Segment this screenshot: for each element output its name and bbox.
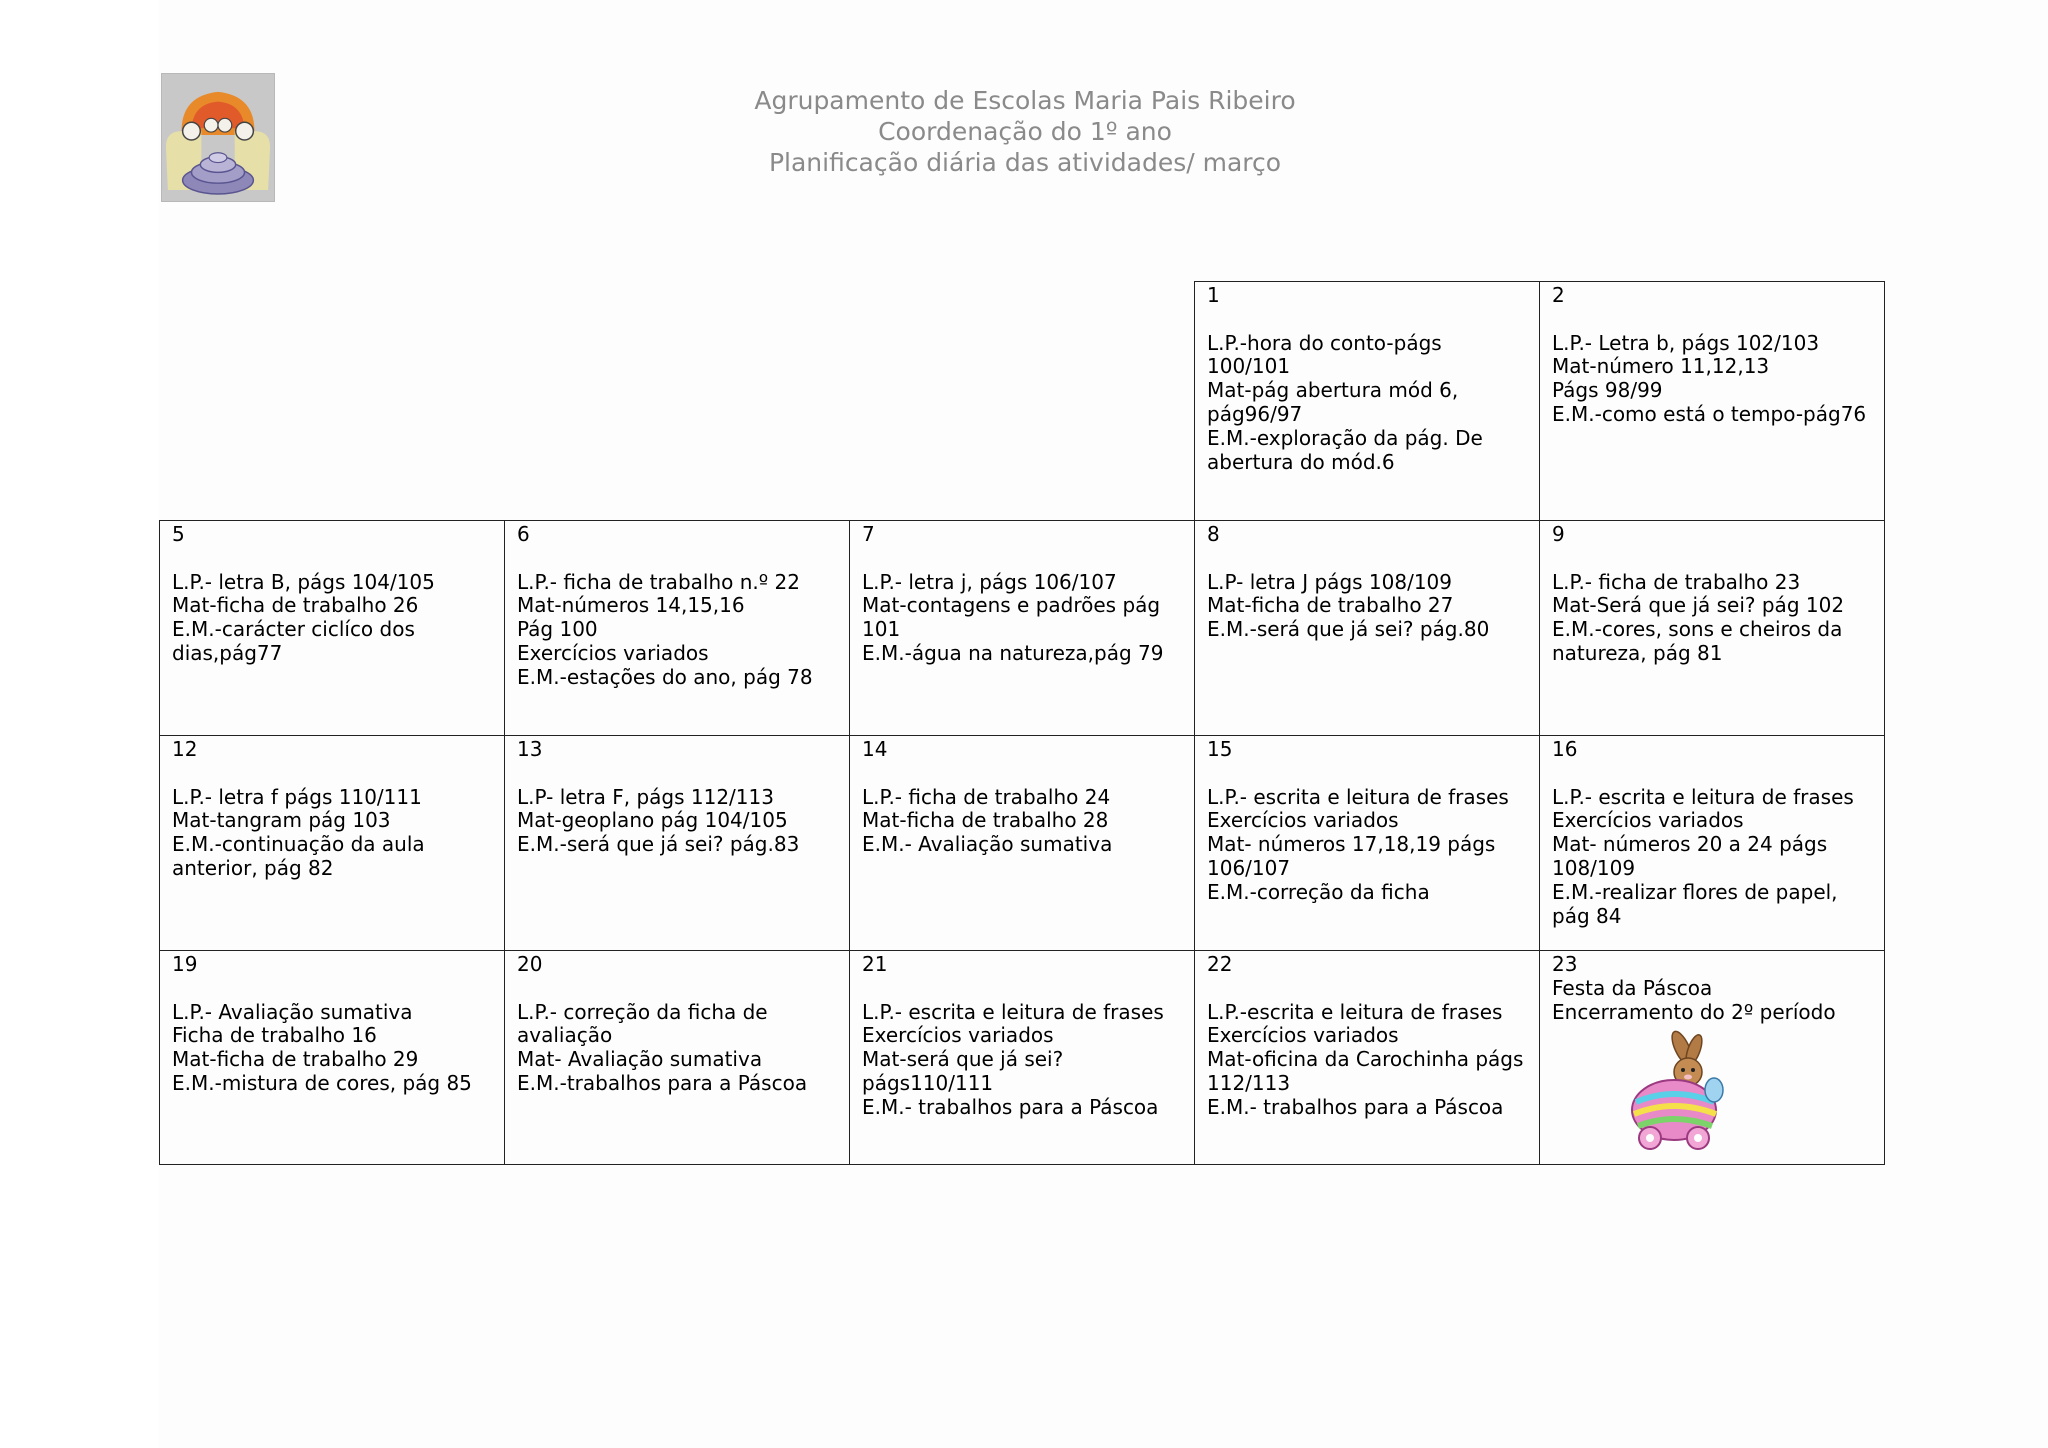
activity-line: 108/109 [1552, 855, 1636, 880]
empty-cell [850, 282, 1195, 521]
activity-line: Págs 98/99 [1552, 378, 1663, 403]
activity-line: L.P.-escrita e leitura de frases [1207, 999, 1503, 1024]
activity-line: pág96/97 [1207, 401, 1303, 426]
activity-line: L.P.- Avaliação sumativa [172, 999, 413, 1024]
activity-line: L.P.- escrita e leitura de frases [1552, 784, 1854, 809]
empty-cell [505, 282, 850, 521]
activity-line: Encerramento do 2º período [1552, 999, 1836, 1024]
activity-line: L.P.- ficha de trabalho 24 [862, 784, 1111, 809]
calendar-day-cell [160, 951, 505, 1165]
day-number: 13 [517, 737, 543, 761]
activity-line: E.M.-será que já sei? pág.83 [517, 832, 800, 857]
school-logo-icon [161, 73, 275, 202]
activity-line: L.P.- letra j, págs 106/107 [862, 569, 1117, 594]
activity-line: L.P.- escrita e leitura de frases [1207, 784, 1509, 809]
activity-line: L.P.- letra B, págs 104/105 [172, 569, 435, 594]
activity-line: E.M.-carácter ciclíco dos [172, 617, 415, 642]
activity-line: Mat-geoplano pág 104/105 [517, 808, 788, 833]
planning-title: Planificação diária das atividades/ março [768, 148, 1282, 177]
activity-line: Mat- números 20 a 24 págs [1552, 832, 1828, 857]
activity-line: Mat-Será que já sei? pág 102 [1552, 593, 1845, 618]
activity-line: Exercícios variados [862, 1023, 1054, 1048]
day-number: 21 [862, 952, 888, 976]
activity-line: Mat- Avaliação sumativa [517, 1047, 763, 1072]
activity-line: E.M.-trabalhos para a Páscoa [517, 1070, 808, 1095]
activity-line: L.P.- escrita e leitura de frases [862, 999, 1164, 1024]
activity-line: abertura do mód.6 [1207, 449, 1395, 474]
calendar-day-cell [505, 951, 850, 1165]
calendar-day-cell [1195, 736, 1540, 951]
activity-line: Exercícios variados [1207, 1023, 1399, 1048]
school-name: Agrupamento de Escolas Maria Pais Ribeiro [754, 86, 1296, 115]
activity-line: Ficha de trabalho 16 [172, 1023, 377, 1048]
activity-line: E.M.- Avaliação sumativa [862, 832, 1113, 857]
calendar-day-cell [1540, 951, 1885, 1165]
activity-line: E.M.-exploração da pág. De [1207, 425, 1483, 450]
activity-line: Mat-ficha de trabalho 28 [862, 808, 1109, 833]
activity-line: Exercícios variados [517, 640, 709, 665]
activity-line: avaliação [517, 1023, 613, 1048]
activity-line: Mat- números 17,18,19 págs [1207, 832, 1496, 857]
calendar-day-cell [1195, 951, 1540, 1165]
coordination-title: Coordenação do 1º ano [878, 117, 1172, 146]
activity-line: 106/107 [1207, 855, 1291, 880]
activity-line: Exercícios variados [1207, 808, 1399, 833]
activity-line: Pág 100 [517, 617, 598, 642]
activity-line: E.M.- trabalhos para a Páscoa [862, 1094, 1159, 1119]
calendar-day-cell [1540, 736, 1885, 951]
activity-line: págs110/111 [862, 1070, 994, 1095]
calendar-week-3 [160, 736, 1885, 951]
activity-line: Mat-oficina da Carochinha págs [1207, 1047, 1524, 1072]
calendar-day-cell [850, 951, 1195, 1165]
activity-line: E.M.-continuação da aula [172, 832, 425, 857]
day-number: 7 [862, 522, 875, 546]
calendar-day-cell [505, 521, 850, 736]
day-number: 20 [517, 952, 543, 976]
activity-line: E.M.-água na natureza,pág 79 [862, 640, 1164, 665]
day-number: 8 [1207, 522, 1220, 546]
calendar-day-cell [1540, 282, 1885, 521]
activity-line: anterior, pág 82 [172, 855, 334, 880]
day-number: 2 [1552, 283, 1565, 307]
activity-line: E.M.-será que já sei? pág.80 [1207, 617, 1490, 642]
activity-line: Exercícios variados [1552, 808, 1744, 833]
calendar-day-cell [160, 736, 505, 951]
calendar-day-cell [850, 736, 1195, 951]
school-logo-graphic [162, 74, 274, 201]
calendar-week-2 [160, 521, 1885, 736]
day-number: 6 [517, 522, 530, 546]
day-number: 15 [1207, 737, 1233, 761]
activity-line: 100/101 [1207, 354, 1291, 379]
calendar-day-cell [1195, 282, 1540, 521]
activity-line: L.P.- correção da ficha de [517, 999, 768, 1024]
activity-line: E.M.-cores, sons e cheiros da [1552, 617, 1843, 642]
activity-line: Mat-pág abertura mód 6, [1207, 378, 1459, 403]
day-number: 5 [172, 522, 185, 546]
activity-line: Mat-contagens e padrões pág [862, 593, 1161, 618]
activity-line: Mat-será que já sei? [862, 1047, 1064, 1072]
calendar-day-cell [505, 736, 850, 951]
activity-line: L.P.- letra f págs 110/111 [172, 784, 422, 809]
activity-line: L.P- letra F, págs 112/113 [517, 784, 774, 809]
activity-line: E.M.- trabalhos para a Páscoa [1207, 1094, 1504, 1119]
activity-line: Mat-ficha de trabalho 29 [172, 1047, 419, 1072]
activity-line: pág 84 [1552, 903, 1622, 928]
day-number: 22 [1207, 952, 1233, 976]
calendar-day-cell [1540, 521, 1885, 736]
activity-line: Mat-ficha de trabalho 26 [172, 593, 419, 618]
activity-line: Mat-tangram pág 103 [172, 808, 391, 833]
activity-line: E.M.-como está o tempo-pág76 [1552, 401, 1867, 426]
activity-line: L.P.-hora do conto-págs [1207, 330, 1442, 355]
day-number: 14 [862, 737, 888, 761]
empty-cell [160, 282, 505, 521]
activity-line: Mat-números 14,15,16 [517, 593, 745, 618]
activity-line: L.P.- ficha de trabalho n.º 22 [517, 569, 800, 594]
activity-line: Mat-número 11,12,13 [1552, 354, 1770, 379]
day-number: 1 [1207, 283, 1220, 307]
activity-line: 112/113 [1207, 1070, 1291, 1095]
activity-line: E.M.-mistura de cores, pág 85 [172, 1070, 472, 1095]
day-number: 23 [1552, 952, 1578, 976]
calendar-week-1 [160, 282, 1885, 521]
activity-line: L.P.- Letra b, págs 102/103 [1552, 330, 1820, 355]
activity-line: dias,pág77 [172, 640, 283, 665]
calendar-day-cell [160, 521, 505, 736]
day-number: 19 [172, 952, 198, 976]
activity-line: E.M.-estações do ano, pág 78 [517, 664, 813, 689]
calendar-day-cell [1195, 521, 1540, 736]
calendar-day-cell [850, 521, 1195, 736]
calendar-table [159, 281, 1885, 1165]
easter-bunny-icon [1622, 1026, 1732, 1156]
activity-line: Festa da Páscoa [1552, 975, 1713, 1000]
day-number: 16 [1552, 737, 1578, 761]
activity-line: Mat-ficha de trabalho 27 [1207, 593, 1454, 618]
activity-line: 101 [862, 617, 901, 642]
day-number: 12 [172, 737, 198, 761]
activity-line: L.P.- ficha de trabalho 23 [1552, 569, 1801, 594]
activity-line: natureza, pág 81 [1552, 640, 1723, 665]
calendar-week-4 [160, 951, 1885, 1165]
activity-line: E.M.-realizar flores de papel, [1552, 879, 1838, 904]
activity-line: L.P- letra J págs 108/109 [1207, 569, 1452, 594]
day-number: 9 [1552, 522, 1565, 546]
document-header [600, 85, 1450, 178]
activity-line: E.M.-correção da ficha [1207, 879, 1430, 904]
